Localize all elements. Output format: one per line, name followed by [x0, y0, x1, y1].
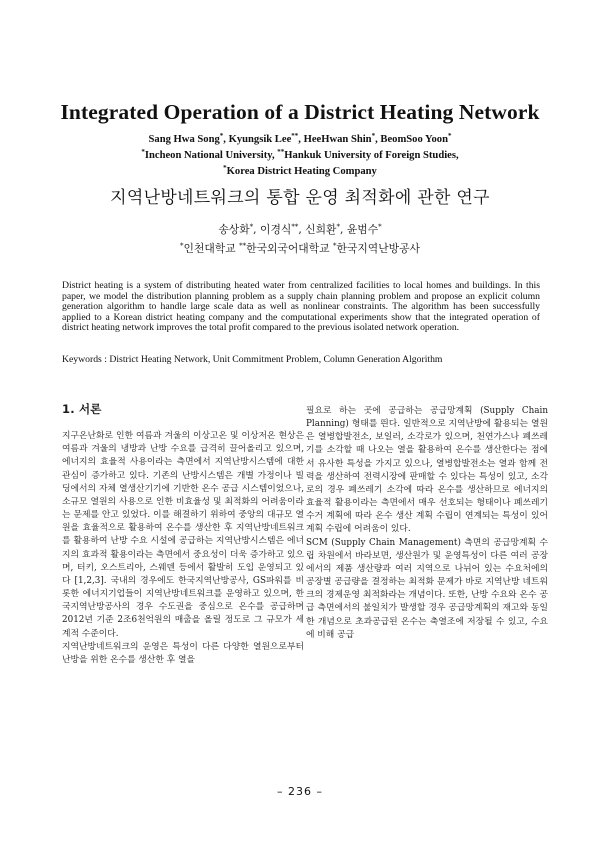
- abstract: [62, 281, 540, 334]
- affiliation-mark: **: [239, 242, 247, 250]
- affiliation-mark: *: [219, 132, 224, 140]
- affiliation-name: Korea District Heating Company: [226, 166, 377, 177]
- affiliation-line: [40, 162, 560, 178]
- affiliation-mark: *: [371, 132, 376, 140]
- author-block: [40, 130, 560, 178]
- keywords: [62, 354, 540, 365]
- body-paragraph: 지구온난화로 인한 여름과 겨울의 이상고온 및 이상저온 현상은 여름과 겨울의 냉방과 난방 수요를 급격히 끌어올리고 있으며, 에너지의 효율적 사용이라는 측면에서 지역난방시스템에 대한 관심이 증가하고 있다. 기존의 난방시스템은 개별 가정이나 빌딩에서의 자체 열생산기기에 기반한 온수 공급 시스템이었으나, 소규모 열원의 사용으로 인한 비효율성 및 최적화의 어려움이라는 문제를 안고 있었다. 이를 해결하기 위하여 중앙의 대규모 열원을 효율적으로 활용하여 온수를 생산한 후 지역난방네트워크를 활용하여 난방 수요 시설에 공급하는 지역난방시스템은 에너지의 효과적 활용이라는 측면에서 중요성이 더욱 증가하고 있으며, 터키, 오스트리아, 스웨덴 등에서 활발히 도입 운영되고 있다 [1,2,3]. 국내의 경우에도 한국지역난방공사, GS파워를 비롯한 에너지기업들이 지역난방네트워크를 운영하고 있으며, 한국지역난방공사의 경우 수도권을 중심으로 온수를 공급하며 2012년 기준 2조6천억원의 매출을 올릴 정도로 그 규모가 세계적 수준이다.: [62, 431, 304, 639]
- left-column: [62, 403, 304, 667]
- affiliation-name: 인천대학교: [183, 242, 240, 255]
- korean-affiliation-line: [40, 238, 560, 257]
- affiliation-mark: **: [291, 132, 299, 140]
- author-name: Sang Hwa Song: [148, 134, 220, 145]
- section-heading: 1. 서론: [62, 402, 102, 416]
- affiliation-mark: **: [291, 223, 299, 231]
- page-number: – 236 –: [277, 785, 323, 798]
- affiliation-name: 한국외국어대학교: [246, 242, 334, 255]
- keywords-label: Keywords :: [62, 354, 110, 365]
- body-paragraph: 지역난방네트워크의 운영은 특성이 다른 다양한 열원으로부터 난방을 위한 온수를 생산한 후 열을: [62, 641, 304, 665]
- affiliation-name: Incheon National University,: [144, 150, 278, 161]
- korean-author-block: [40, 219, 560, 257]
- author-name: , 이경식: [253, 223, 292, 236]
- author-name: 송상화: [218, 223, 250, 236]
- author-name: , 윤범수: [339, 223, 379, 236]
- right-column: [306, 405, 548, 642]
- affiliation-mark: *: [447, 132, 452, 140]
- paper-title: Integrated Operation of a District Heating Network: [60, 100, 540, 124]
- affiliation-name: 한국지역난방공사: [336, 242, 420, 255]
- author-name: , HeeHwan Shin: [298, 134, 372, 145]
- keywords-text: District Heating Network, Unit Commitment Problem, Column Generation Algorithm: [109, 354, 443, 365]
- author-name: , Kyungsik Lee: [223, 134, 292, 145]
- body-paragraph: SCM (Supply Chain Management) 측면의 공급망계획 수립 차원에서 바라보면, 생산원가 및 운영특성이 다른 여러 공장에서의 제품 생산량과 여러 지역으로 나뉘어 있는 수요처에의 공장별 공급량을 결정하는 최적화 문제가 바로 지역난방 네트워크의 경제운영 최적화라는 개념이다. 또한, 난방 수요와 온수 공급 측면에서의 불일치가 발생할 경우 공급망계획의 재고와 동일한 개념으로 초과공급된 온수는 축열조에 저장될 수 있고, 수요에 비해 공급: [306, 537, 548, 640]
- affiliation-name: Hankuk University of Foreign Studies,: [284, 150, 459, 161]
- affiliation-mark: *: [223, 164, 227, 172]
- affiliation-mark: *: [333, 242, 337, 250]
- author-name: , BeomSoo Yoon: [375, 134, 448, 145]
- affiliation-mark: **: [277, 148, 285, 156]
- author-name: , 신희환: [298, 223, 337, 236]
- korean-title: 지역난방네트워크의 통합 운영 최적화에 관한 연구: [110, 188, 490, 208]
- korean-author-list: [40, 219, 560, 238]
- affiliation-mark: *: [180, 242, 184, 250]
- affiliation-mark: *: [378, 223, 382, 231]
- abstract-text: District heating is a system of distributing heated water from centralized facilities to local homes and buildings. In this paper, we model the distribution planning problem as a supply chain planning problem and propose an explicit column generation algorithm to handle large scale data as well as nonlinear constraints. The algorithm has been successfully applied to a Korean district heating company and the computational experiments show that the integrated operation of district heating network improves the total profit compared to the previous isolated network operation.: [62, 280, 540, 334]
- affiliation-line: [40, 146, 560, 162]
- body-paragraph: 필요로 하는 곳에 공급하는 공급망계획 (Supply Chain Planning) 형태를 띈다. 일반적으로 지역난방에 활용되는 열원은 열병합발전소, 보일러, 소각로가 있으며, 천연가스나 폐쓰레기를 소각할 때 나오는 열을 활용하여 온수를 생산한다는 점에서 유사한 특성을 가지고 있으나, 열병합발전소는 열과 함께 전력을 생산하여 전력시장에 판매할 수 있다는 특성이 있고, 소각로의 경우 폐쓰레기 소각에 따라 온수를 생산하므로 에너지의 효율적 활용이라는 측면에서 매우 선호되는 형태이나 폐쓰레기 수거 계획에 따라 온수 생산 계획 수립이 연계되는 특성이 있어 계획 수립에 어려움이 있다.: [306, 406, 548, 535]
- author-list: [40, 130, 560, 146]
- affiliation-mark: *: [336, 223, 340, 231]
- affiliation-mark: *: [141, 148, 145, 156]
- affiliation-mark: *: [249, 223, 254, 231]
